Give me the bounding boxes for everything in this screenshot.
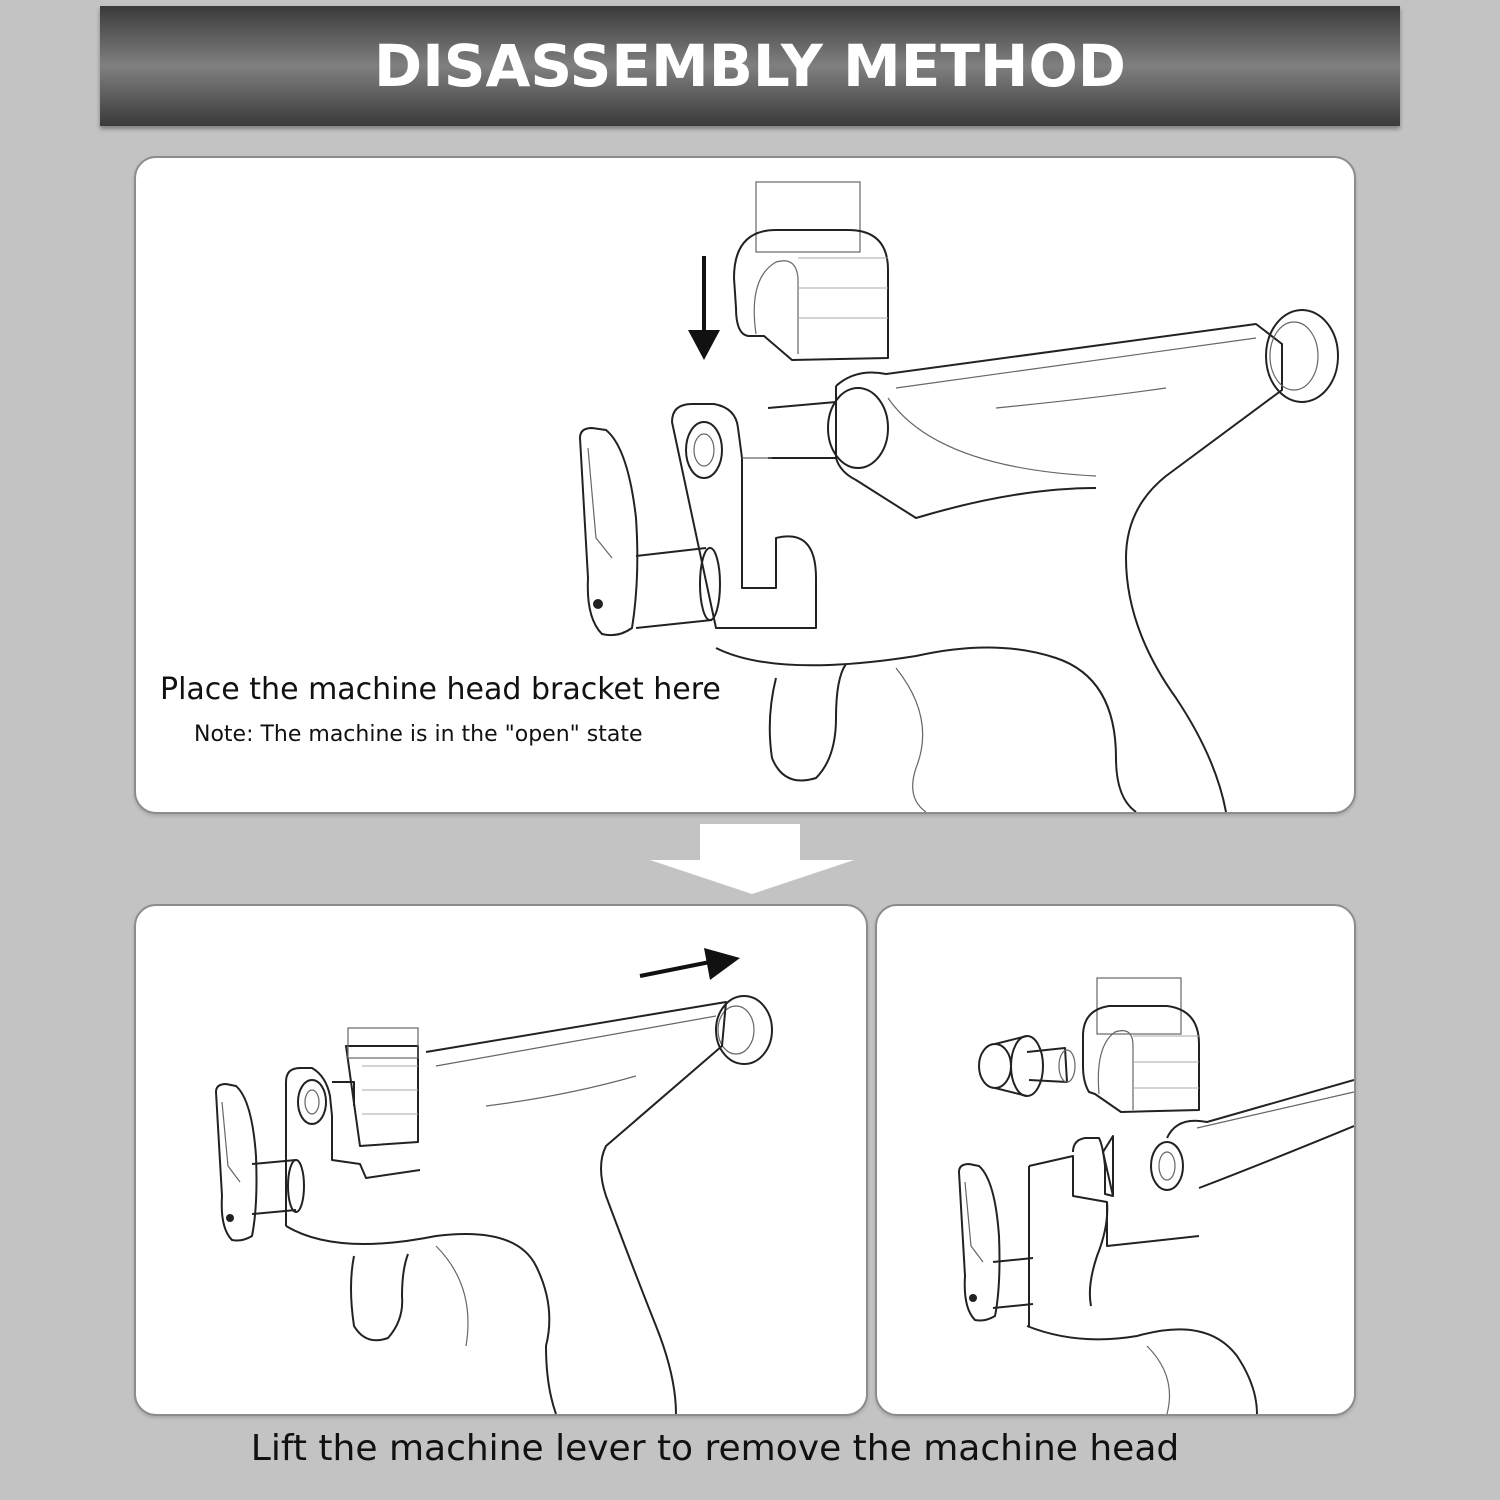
piercing-gun-illustration-open [136, 158, 1354, 812]
gun-body [580, 310, 1338, 812]
flow-arrow-icon [650, 824, 854, 898]
machine-head-part [979, 1036, 1075, 1096]
step2-panel-left [134, 904, 868, 1416]
right-arrow-icon [640, 948, 740, 980]
bracket-part [734, 182, 888, 360]
step2-panel-right [875, 904, 1356, 1416]
gun-body-2 [216, 996, 772, 1414]
bracket-part-removed [1083, 978, 1199, 1112]
gun-body-3 [959, 1080, 1354, 1414]
step1-caption: Place the machine head bracket here [160, 672, 721, 707]
step1-panel [134, 156, 1356, 814]
piercing-gun-illustration-lever [136, 906, 866, 1414]
step1-note: Note: The machine is in the "open" state [194, 722, 643, 747]
page-title: DISASSEMBLY METHOD [374, 32, 1126, 100]
down-arrow-icon [688, 256, 720, 360]
header-bar [100, 6, 1400, 126]
piercing-gun-illustration-removed [877, 906, 1354, 1414]
step2-caption: Lift the machine lever to remove the machine head [250, 1428, 1180, 1469]
